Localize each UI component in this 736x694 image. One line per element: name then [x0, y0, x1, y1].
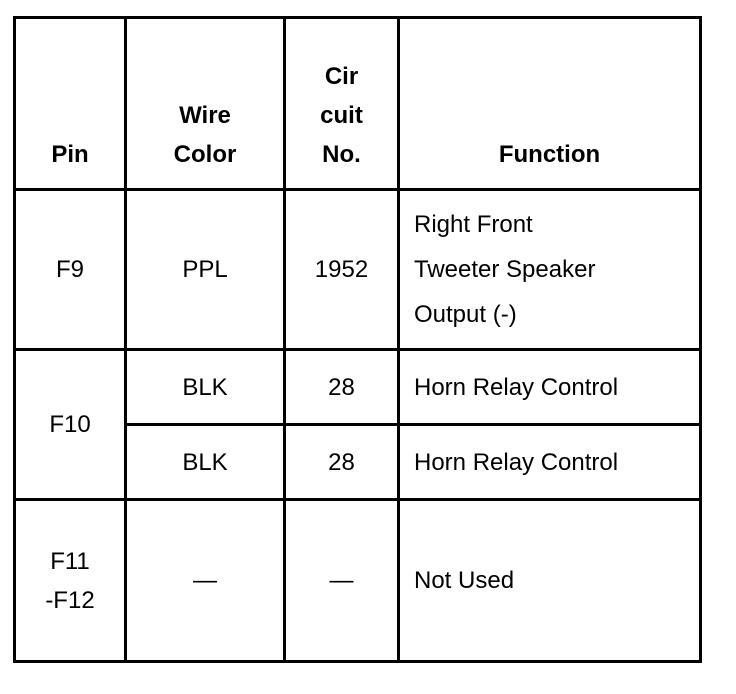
wire-color-value: BLK — [182, 448, 228, 476]
header-circuit-line3: No. — [322, 141, 361, 168]
circuit-value: — — [329, 567, 354, 594]
cell-circuit — [285, 190, 399, 350]
wire-color-value: BLK — [182, 373, 228, 401]
header-pin — [15, 18, 126, 190]
connector-pin-table — [13, 16, 702, 663]
circuit-value: 28 — [328, 373, 355, 401]
pin-value: F9 — [55, 256, 84, 283]
function-line2: Tweeter Speaker — [414, 256, 596, 283]
header-pin-label: Pin — [51, 141, 89, 168]
cell-pin — [15, 190, 126, 350]
header-function — [399, 18, 701, 190]
pin-line2: -F12 — [45, 586, 95, 614]
function-line3: Output (-) — [414, 301, 517, 328]
cell-pin — [15, 500, 126, 662]
cell-wire-color — [126, 350, 285, 425]
header-circuit-line2: cuit — [320, 102, 363, 129]
table-row — [15, 190, 701, 350]
cell-function — [399, 425, 701, 500]
header-circuit-no — [285, 18, 399, 190]
header-circuit-line1: Cir — [324, 63, 359, 90]
header-wire-color-line1: Wire — [179, 102, 231, 129]
header-wire-color-line2: Color — [173, 141, 237, 168]
header-wire-color — [126, 18, 285, 190]
cell-function — [399, 500, 701, 662]
function-value: Horn Relay Control — [414, 373, 619, 401]
header-row — [15, 18, 701, 190]
table-row — [15, 350, 701, 425]
cell-function — [399, 350, 701, 425]
header-function-label: Function — [498, 141, 601, 168]
cell-function — [399, 190, 701, 350]
cell-circuit — [285, 500, 399, 662]
pin-value: F10 — [49, 411, 91, 438]
cell-circuit — [285, 425, 399, 500]
table-row — [15, 500, 701, 662]
cell-pin — [15, 350, 126, 500]
wire-color-value: — — [193, 567, 217, 594]
circuit-value: 1952 — [314, 256, 369, 283]
circuit-value: 28 — [328, 448, 355, 476]
wire-color-value: PPL — [182, 256, 228, 283]
cell-wire-color — [126, 500, 285, 662]
cell-wire-color — [126, 425, 285, 500]
cell-wire-color — [126, 190, 285, 350]
function-value: Horn Relay Control — [414, 448, 619, 476]
function-line1: Right Front — [414, 211, 533, 238]
function-value: Not Used — [414, 567, 515, 594]
pin-line1: F11 — [50, 547, 90, 575]
cell-circuit — [285, 350, 399, 425]
